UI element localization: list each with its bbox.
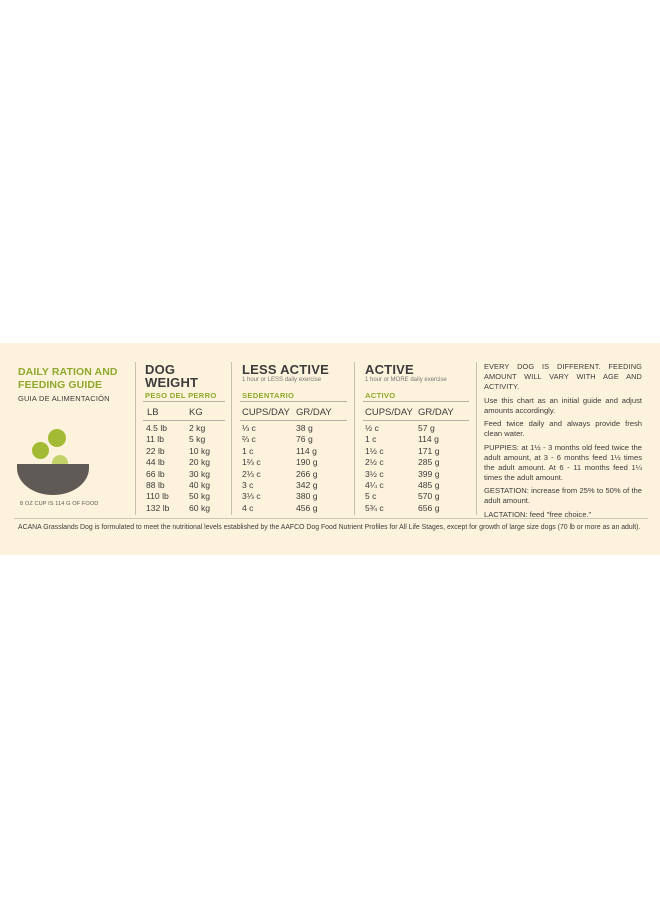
table-cell: 3 c (242, 479, 254, 490)
table-cell: 2⅓ c (242, 468, 261, 479)
table-cell: 570 g (418, 491, 440, 502)
table-cell: ⅓ c (242, 423, 256, 433)
table-cell: 266 g (296, 468, 318, 479)
table-cell: 66 lb (146, 468, 165, 479)
table-cell: 4 c (242, 502, 254, 513)
header-rule (240, 401, 347, 402)
header-rule (143, 401, 225, 402)
feeding-notes (484, 362, 642, 523)
table-cell: 44 lb (146, 457, 165, 468)
divider (231, 362, 232, 515)
guide-title (18, 366, 118, 391)
guide-title-line2: FEEDING GUIDE (18, 378, 103, 391)
table-cell: 485 g (418, 479, 440, 490)
table-cell: 3⅓ c (242, 491, 261, 502)
footer-rule (14, 518, 648, 519)
header-rule (363, 401, 469, 402)
table-cell: 5 c (365, 491, 377, 502)
less-active-cups-column (242, 423, 261, 514)
table-cell: 60 kg (189, 502, 211, 513)
table-cell: 399 g (418, 468, 440, 479)
table-cell: 132 lb (146, 502, 170, 513)
table-cell: 285 g (418, 457, 440, 468)
table-cell: 57 g (418, 423, 435, 433)
table-cell: 1 c (242, 445, 254, 456)
table-cell: 1⅔ c (242, 457, 261, 468)
col-gr-header: GR/DAY (418, 407, 454, 418)
kg-column (189, 423, 210, 514)
table-cell: 110 lb (146, 491, 169, 502)
col-lb-header: LB (147, 407, 159, 418)
lb-column (146, 423, 169, 514)
active-gr-column (418, 423, 440, 514)
weight-title-line1: DOG (145, 362, 176, 377)
divider (476, 362, 477, 515)
table-cell: 656 g (418, 502, 440, 513)
header-rule (143, 420, 225, 421)
col-gr-header: GR/DAY (296, 407, 332, 418)
table-cell: ⅔ c (242, 434, 256, 445)
table-cell: 190 g (296, 457, 318, 468)
table-cell: 30 kg (189, 468, 211, 479)
table-cell: 1½ c (365, 445, 384, 456)
notes-chart: Use this chart as an initial guide and adjust amounts accordingly. (484, 395, 642, 415)
header-rule (240, 420, 347, 421)
weight-title (145, 363, 198, 389)
table-cell: 342 g (296, 479, 318, 490)
table-cell: 2½ c (365, 457, 384, 468)
active-spanish: ACTIVO (365, 391, 396, 400)
table-cell: 114 g (296, 445, 317, 456)
table-cell: 10 kg (189, 445, 211, 456)
notes-gestation: GESTATION: increase from 25% to 50% of the adult amount. (484, 486, 642, 505)
aafco-statement: ACANA Grasslands Dog is formulated to meet the nutritional levels established by the AAFCO Dog Food Nutrient Profiles for All Life Stages, except for growth of large size dogs (70 lb or more as an adult). (18, 524, 641, 531)
cup-note: 8 OZ CUP IS 114 G OF FOOD (20, 501, 99, 507)
table-cell: 38 g (296, 423, 313, 433)
table-cell: 20 kg (189, 457, 211, 468)
table-cell: 114 g (418, 434, 439, 445)
table-cell: 456 g (296, 502, 318, 513)
col-cups-header: CUPS/DAY (242, 407, 290, 418)
active-title: ACTIVE (365, 362, 414, 377)
table-cell: 11 lb (146, 434, 164, 445)
less-active-note: 1 hour or LESS daily exercise (242, 377, 322, 383)
header-rule (363, 420, 469, 421)
table-cell: 5¾ c (365, 502, 384, 513)
table-cell: 4.5 lb (146, 423, 168, 433)
divider (354, 362, 355, 515)
col-cups-header: CUPS/DAY (365, 407, 413, 418)
active-cups-column (365, 423, 384, 514)
table-cell: ½ c (365, 423, 379, 433)
col-kg-header: KG (189, 407, 203, 418)
table-cell: 1 c (365, 434, 377, 445)
notes-intro: EVERY DOG IS DIFFERENT. FEEDING AMOUNT WILL VARY WITH AGE AND ACTIVITY. (484, 362, 642, 391)
table-cell: 4¼ c (365, 479, 384, 490)
table-cell: 5 kg (189, 434, 206, 445)
less-active-gr-column (296, 423, 318, 514)
divider (135, 362, 136, 515)
table-cell: 88 lb (146, 479, 165, 490)
notes-lactation: LACTATION: feed "free choice." (484, 509, 592, 519)
table-cell: 380 g (296, 491, 318, 502)
table-cell: 50 kg (189, 491, 211, 502)
notes-water: Feed twice daily and always provide fresh clean water. (484, 419, 642, 438)
less-active-title: LESS ACTIVE (242, 362, 329, 377)
table-cell: 76 g (296, 434, 313, 445)
table-cell: 2 kg (189, 423, 206, 433)
table-cell: 3½ c (365, 468, 384, 479)
table-cell: 171 g (418, 445, 440, 456)
less-active-spanish: SEDENTARIO (242, 391, 295, 400)
table-cell: 22 lb (146, 445, 165, 456)
guide-title-line1: DAILY RATION AND (18, 366, 118, 378)
weight-title-line2: WEIGHT (145, 375, 199, 390)
active-note: 1 hour or MORE daily exercise (365, 377, 447, 383)
weight-spanish: PESO DEL PERRO (145, 391, 217, 400)
notes-puppies: PUPPIES: at 1½ - 3 months old feed twice the adult amount, at 3 - 6 months feed 1½ times the adult amount. At 6 - 11 months feed 1¼ times the adult amount. (484, 442, 642, 482)
guide-subtitle: GUIA DE ALIMENTACIÓN (18, 394, 110, 403)
table-cell: 40 kg (189, 479, 211, 490)
